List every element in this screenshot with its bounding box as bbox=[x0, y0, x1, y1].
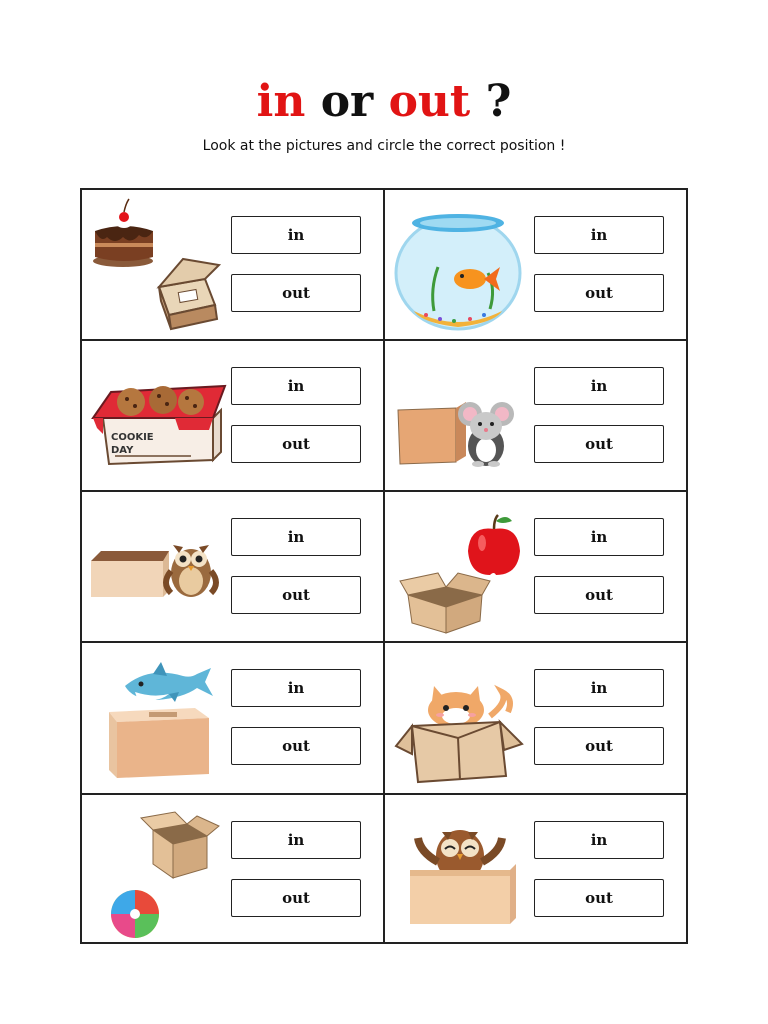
exercise-cell-cake bbox=[81, 189, 385, 340]
title-out: out bbox=[388, 76, 471, 127]
answer-in-option[interactable]: in bbox=[534, 669, 664, 707]
fishbowl-icon bbox=[396, 214, 520, 329]
answer-in-option[interactable]: in bbox=[231, 367, 361, 405]
cookies-in-box-picture bbox=[87, 344, 227, 487]
exercise-cell-shark bbox=[81, 642, 385, 793]
shark-icon bbox=[125, 662, 213, 702]
exercise-cell-apple bbox=[384, 491, 688, 642]
answer-out-option[interactable]: out bbox=[534, 727, 664, 765]
page-title bbox=[0, 72, 768, 132]
answer-in-option[interactable]: in bbox=[534, 216, 664, 254]
mouse-icon bbox=[458, 402, 514, 467]
shark-on-box-picture bbox=[87, 646, 227, 789]
cake-icon bbox=[93, 199, 153, 267]
box-icon bbox=[398, 402, 466, 464]
answer-out-option[interactable]: out bbox=[231, 727, 361, 765]
box-label-2: DAY bbox=[111, 445, 134, 456]
open-box-icon bbox=[159, 259, 219, 329]
owl-beside-box-picture bbox=[87, 495, 227, 638]
open-box-icon bbox=[141, 812, 219, 878]
exercise-cell-owl-box bbox=[384, 794, 688, 945]
answer-in-option[interactable]: in bbox=[534, 518, 664, 556]
answer-in-option[interactable]: in bbox=[231, 518, 361, 556]
answer-in-option[interactable]: in bbox=[231, 821, 361, 859]
answer-out-option[interactable]: out bbox=[231, 274, 361, 312]
answer-in-option[interactable]: in bbox=[231, 216, 361, 254]
answer-out-option[interactable]: out bbox=[534, 879, 664, 917]
cat-in-box-picture bbox=[390, 646, 530, 789]
exercise-cell-owl bbox=[81, 491, 385, 642]
fish-in-bowl-picture bbox=[390, 193, 530, 336]
answer-out-option[interactable]: out bbox=[534, 274, 664, 312]
open-box-icon bbox=[400, 573, 490, 633]
exercise-cell-mouse bbox=[384, 340, 688, 491]
title-or: or bbox=[320, 76, 374, 127]
box-icon bbox=[410, 864, 516, 924]
apple-and-box-picture bbox=[390, 495, 530, 638]
answer-in-option[interactable]: in bbox=[534, 367, 664, 405]
open-box-icon bbox=[396, 722, 522, 782]
answer-out-option[interactable]: out bbox=[231, 879, 361, 917]
answer-in-option[interactable]: in bbox=[534, 821, 664, 859]
instruction-text: Look at the pictures and circle the correct position ! bbox=[202, 138, 566, 154]
answer-out-option[interactable]: out bbox=[534, 576, 664, 614]
exercise-cell-cat bbox=[384, 642, 688, 793]
answer-out-option[interactable]: out bbox=[534, 425, 664, 463]
answer-out-option[interactable]: out bbox=[231, 576, 361, 614]
exercise-cell-ball bbox=[81, 794, 385, 945]
mouse-beside-box-picture bbox=[390, 344, 530, 487]
exercise-cell-fish bbox=[384, 189, 688, 340]
box-icon bbox=[109, 708, 209, 778]
exercise-cell-cookies bbox=[81, 340, 385, 491]
owl-icon bbox=[166, 545, 216, 597]
title-question: ? bbox=[485, 76, 512, 127]
box-label-1: COOKIE bbox=[111, 432, 154, 443]
cake-and-box-picture bbox=[87, 193, 227, 336]
answer-out-option[interactable]: out bbox=[231, 425, 361, 463]
ball-and-box-picture bbox=[87, 798, 227, 941]
owl-in-box-picture bbox=[390, 798, 530, 941]
beach-ball-icon bbox=[111, 890, 159, 938]
apple-icon bbox=[468, 515, 520, 575]
title-in: in bbox=[256, 76, 306, 127]
answer-in-option[interactable]: in bbox=[231, 669, 361, 707]
box-icon bbox=[91, 551, 169, 597]
